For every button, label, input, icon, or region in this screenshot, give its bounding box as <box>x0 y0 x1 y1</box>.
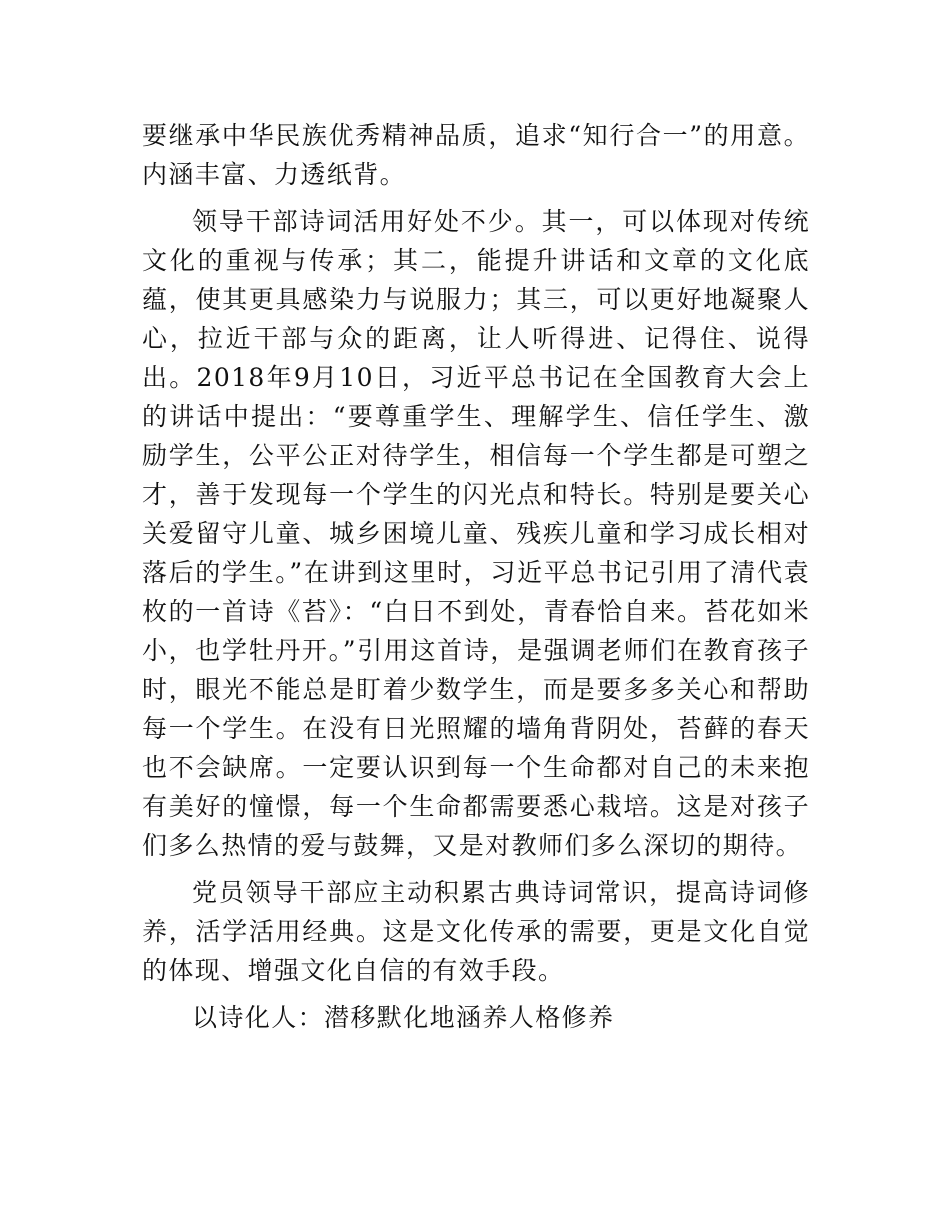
paragraph-continuation: 要继承中华民族优秀精神品质，追求“知行合一”的用意。内涵丰富、力透纸背。 <box>142 121 810 189</box>
paragraph-poetry-benefits: 领导干部诗词活用好处不少。其一，可以体现对传统文化的重视与传承；其二，能提升讲话和文章的文化底蕴，使其更具感染力与说服力；其三，可以更好地凝聚人心，拉近干部与众的距离，让人听得进、记得住、说得出。2018年9月10日，习近平总书记在全国教育大会上的讲话中提出：“要尊重学生、理解学生、信任学生、激励学生，公平公正对待学生，相信每一个学生都是可塑之才，善于发现每一个学生的闪光点和特长。特别是要关心关爱留守儿童、城乡困境儿童、残疾儿童和学习成长相对落后的学生。”在讲到这里时，习近平总书记引用了清代袁枚的一首诗《苔》：“白日不到处，青春恰自来。苔花如米小，也学牡丹开。”引用这首诗，是强调老师们在教育孩子时，眼光不能总是盯着少数学生，而是要多多关心和帮助每一个学生。在没有日光照耀的墙角背阴处，苔藓的春天也不会缺席。一定要认识到每一个生命都对自己的未来抱有美好的憧憬，每一个生命都需要悉心栽培。这是对孩子们多么热情的爱与鼓舞，又是对教师们多么深切的期待。 <box>142 207 810 860</box>
paragraph-cultural-heritage: 党员领导干部应主动积累古典诗词常识，提高诗词修养，活学活用经典。这是文化传承的需要，更是文化自觉的体现、增强文化自信的有效手段。 <box>142 878 810 985</box>
section-heading: 以诗化人：潜移默化地涵养人格修养 <box>192 1003 615 1032</box>
document-body <box>142 116 810 1037</box>
